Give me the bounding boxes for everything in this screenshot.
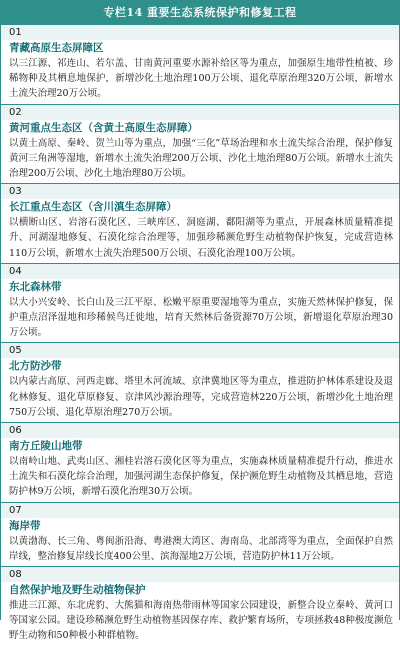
section-body: 以三江源、祁连山、若尔盖、甘南黄河重要水源补给区等为重点，加强原生地带性植被、珍稀物种及其栖息地保护，新增沙化土地治理100万公顷、退化草原治理320万公顷，新增水土流失治理20万公顷。 bbox=[9, 58, 393, 100]
section-number: 01 bbox=[9, 27, 22, 38]
section-content bbox=[1, 40, 399, 104]
section-content bbox=[1, 518, 399, 566]
section-body: 以黄渤海、长三角、粤闽浙沿海、粤港澳大湾区、海南岛、北部湾等为重点，全面保护自然岸线，整治修复岸线长度400公里、滨海湿地2万公顷，营造防护林11万公顷。 bbox=[9, 535, 393, 562]
section-title: 长江重点生态区（含川滇生态屏障） bbox=[9, 201, 177, 214]
section-item-03 bbox=[1, 183, 399, 263]
section-number: 04 bbox=[9, 265, 22, 277]
section-body: 以南岭山地、武夷山区、湘桂岩溶石漠化区等为重点，实施森林质量精准提升行动，推进水土流失和石漠化综合治理，加强河湖生态保护修复，保护濒危野生动植物及其栖息地，营造防护林9万公顷，新增石漠化治理30万公顷。 bbox=[9, 456, 393, 498]
section-number: 03 bbox=[9, 186, 22, 198]
section-body: 以横断山区、岩溶石漠化区、三峡库区、洞庭湖、鄱阳湖等为重点，开展森林质量精准提升、河湖湿地修复、石漠化综合治理等，加强珍稀濒危野生动植物保护恢复，完成营造林110万公顷，新增水土流失治理500万公顷、石漠化治理100万公顷。 bbox=[9, 217, 393, 259]
section-content bbox=[1, 279, 399, 343]
section-title: 黄河重点生态区（含黄土高原生态屏障） bbox=[9, 121, 198, 134]
section-item-05 bbox=[1, 342, 399, 422]
section-item-08 bbox=[1, 566, 399, 646]
section-body: 以内蒙古高原、河西走廊、塔里木河流域、京津冀地区等为重点，推进防护林体系建设及退化林修复、退化草原修复、京津风沙源治理等，完成营造林220万公顷，新增沙化土地治理750万公顷、退化草原治理270万公顷。 bbox=[9, 376, 393, 418]
section-title: 海岸带 bbox=[9, 519, 41, 532]
section-number: 08 bbox=[9, 569, 22, 581]
section-number: 05 bbox=[9, 345, 22, 357]
section-number: 02 bbox=[9, 106, 22, 118]
section-title: 东北森林带 bbox=[9, 280, 62, 293]
section-item-02 bbox=[1, 104, 399, 184]
section-title: 青藏高原生态屏障区 bbox=[9, 42, 104, 54]
section-item-06 bbox=[1, 422, 399, 502]
section-item-07 bbox=[1, 502, 399, 566]
section-title: 北方防沙带 bbox=[9, 360, 62, 373]
section-item-01 bbox=[1, 24, 399, 104]
section-body: 以黄土高原、秦岭、贺兰山等为重点，加强“三化”草场治理和水土流失综合治理，保护修复黄河三角洲等湿地，新增水土流失治理200万公顷、沙化土地治理80万公顷。新增水土流失治理200万公顷、沙化土地治理80万公顷。 bbox=[9, 137, 393, 180]
section-number: 06 bbox=[9, 425, 22, 437]
section-title: 南方丘陵山地带 bbox=[9, 440, 83, 453]
section-content bbox=[1, 438, 399, 502]
section-content bbox=[1, 120, 399, 184]
column-title: 专栏14 重要生态系统保护和修复工程 bbox=[103, 6, 297, 19]
section-content bbox=[1, 358, 399, 422]
section-content bbox=[1, 199, 399, 263]
section-number: 07 bbox=[9, 504, 22, 516]
section-content bbox=[1, 582, 399, 646]
section-body: 以大小兴安岭、长白山及三江平原、松嫩平原重要湿地等为重点，实施天然林保护修复，保护重点沼泽湿地和珍稀候鸟迁徙地，培育天然林后备资源70万公顷，新增退化草原治理30万公顷。 bbox=[9, 296, 393, 339]
section-body: 推进三江源、东北虎豹、大熊猫和海南热带雨林等国家公园建设，新整合设立秦岭、黄河口等国家公园。建设珍稀濒危野生动植物基因保存库、救护繁育场所，专项拯救48种极度濒危野生动物和50种极小种群植物。 bbox=[9, 600, 393, 642]
section-item-04 bbox=[1, 263, 399, 343]
section-title: 自然保护地及野生动植物保护 bbox=[9, 584, 146, 597]
column-header bbox=[1, 1, 399, 24]
